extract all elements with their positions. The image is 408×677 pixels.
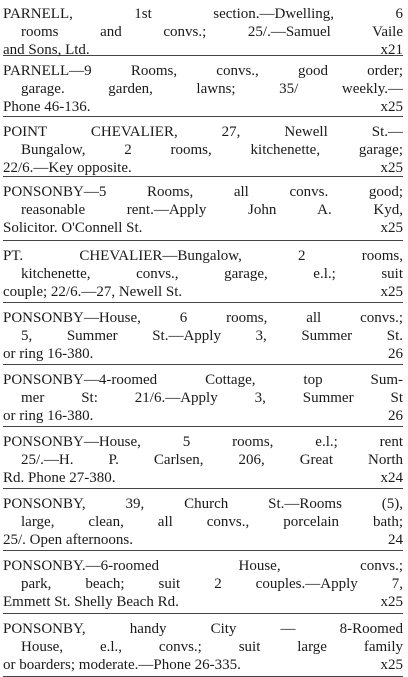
ad-text: PONSONBY.—6-roomed House, convs.; bbox=[3, 558, 403, 574]
ad-line bbox=[3, 282, 403, 302]
ad-line bbox=[3, 22, 403, 42]
classified-ad bbox=[3, 552, 403, 614]
ad-text: PT. CHEVALIER—Bungalow, 2 rooms, bbox=[3, 248, 403, 264]
ad-text: 25/.—H. P. Carlsen, 206, Great North bbox=[21, 452, 403, 468]
ad-line bbox=[3, 512, 403, 532]
ad-text: 22/6.—Key opposite. bbox=[3, 160, 132, 176]
classified-ad bbox=[3, 615, 403, 677]
ad-text: Rd. Phone 27-380. bbox=[3, 470, 116, 486]
ad-text: 5, Summer St.—Apply 3, Summer St. bbox=[21, 328, 403, 344]
ad-code: x25 bbox=[380, 220, 403, 236]
ad-line bbox=[3, 182, 403, 202]
ad-code: x24 bbox=[380, 470, 403, 486]
ad-text: couple; 22/6.—27, Newell St. bbox=[3, 284, 183, 300]
ad-text: Emmett St. Shelly Beach Rd. bbox=[3, 594, 179, 610]
ad-text: Phone 46-136. bbox=[3, 99, 91, 115]
classified-ad bbox=[3, 118, 403, 177]
ad-text: PONSONBY—4-roomed Cottage, top Sum- bbox=[3, 372, 403, 388]
ad-text: PARNELL—9 Rooms, convs., good order; bbox=[3, 63, 403, 79]
ad-line bbox=[3, 432, 403, 452]
ad-text: garage. garden, lawns; 35/ weekly.— bbox=[21, 81, 403, 97]
ad-text: kitchenette, convs., garage, e.l.; suit bbox=[21, 266, 403, 282]
ad-line bbox=[3, 140, 403, 160]
ad-line bbox=[3, 264, 403, 284]
ad-text: or ring 16-380. bbox=[3, 346, 94, 362]
classified-ad bbox=[3, 304, 403, 365]
ad-line bbox=[3, 592, 403, 612]
ad-line bbox=[3, 619, 403, 639]
ad-text: and Sons, Ltd. bbox=[3, 42, 90, 58]
ad-line bbox=[3, 344, 403, 364]
ad-text: large, clean, all convs., porcelain bath; bbox=[21, 514, 403, 530]
ad-code: 26 bbox=[388, 346, 403, 362]
ad-line bbox=[3, 556, 403, 576]
ad-line bbox=[3, 388, 403, 408]
ad-line bbox=[3, 79, 403, 99]
ad-line bbox=[3, 218, 403, 238]
ad-text: PONSONBY, handy City — 8-Roomed bbox=[3, 621, 403, 637]
ad-text: Solicitor. O'Connell St. bbox=[3, 220, 143, 236]
ad-line bbox=[3, 406, 403, 426]
ad-text: PONSONBY—House, 5 rooms, e.l.; rent bbox=[3, 434, 403, 450]
ad-line bbox=[3, 450, 403, 470]
ad-line bbox=[3, 97, 403, 117]
ad-line bbox=[3, 574, 403, 594]
ad-line bbox=[3, 246, 403, 266]
ad-line bbox=[3, 61, 403, 81]
ad-text: mer St: 21/6.—Apply 3, Summer St bbox=[21, 390, 403, 406]
classified-ad bbox=[3, 57, 403, 117]
ad-text: POINT CHEVALIER, 27, Newell St.— bbox=[3, 124, 403, 140]
ad-text: PONSONBY—House, 6 rooms, all convs.; bbox=[3, 310, 403, 326]
ad-text: reasonable rent.—Apply John A. Kyd, bbox=[21, 202, 403, 218]
ad-text: Bungalow, 2 rooms, kitchenette, garage; bbox=[21, 142, 403, 158]
ad-code: x25 bbox=[380, 160, 403, 176]
ad-line bbox=[3, 326, 403, 346]
ad-text: or ring 16-380. bbox=[3, 408, 94, 424]
classified-ad bbox=[3, 178, 403, 241]
classified-ad bbox=[3, 0, 403, 56]
ad-code: x21 bbox=[380, 42, 403, 58]
ad-text: PONSONBY—5 Rooms, all convs. good; bbox=[3, 184, 403, 200]
ad-text: or boarders; moderate.—Phone 26-335. bbox=[3, 657, 241, 673]
ad-line bbox=[3, 655, 403, 675]
ad-text: PONSONBY, 39, Church St.—Rooms (5), bbox=[3, 496, 403, 512]
ad-line bbox=[3, 637, 403, 657]
ad-line bbox=[3, 370, 403, 390]
ad-text: park, beach; suit 2 couples.—Apply 7, bbox=[21, 576, 403, 592]
classified-ad bbox=[3, 428, 403, 489]
ad-line bbox=[3, 468, 403, 488]
ad-line bbox=[3, 494, 403, 514]
classified-ad bbox=[3, 366, 403, 427]
classified-ad bbox=[3, 242, 403, 303]
ad-line bbox=[3, 122, 403, 142]
ad-text: PARNELL, 1st section.—Dwelling, 6 bbox=[3, 6, 403, 22]
ad-line bbox=[3, 158, 403, 178]
classified-ad bbox=[3, 490, 403, 551]
ad-code: x25 bbox=[380, 594, 403, 610]
ad-line bbox=[3, 200, 403, 220]
ad-line bbox=[3, 4, 403, 24]
ad-code: 24 bbox=[388, 532, 403, 548]
ad-text: 25/. Open afternoons. bbox=[3, 532, 133, 548]
ad-line bbox=[3, 530, 403, 550]
ad-code: x25 bbox=[380, 284, 403, 300]
ad-text: rooms and convs.; 25/.—Samuel Vaile bbox=[21, 24, 403, 40]
ad-text: House, e.l., convs.; suit large family bbox=[21, 639, 403, 655]
ad-code: 26 bbox=[388, 408, 403, 424]
ad-code: x25 bbox=[380, 99, 403, 115]
ad-line bbox=[3, 308, 403, 328]
ad-code: x25 bbox=[380, 657, 403, 673]
